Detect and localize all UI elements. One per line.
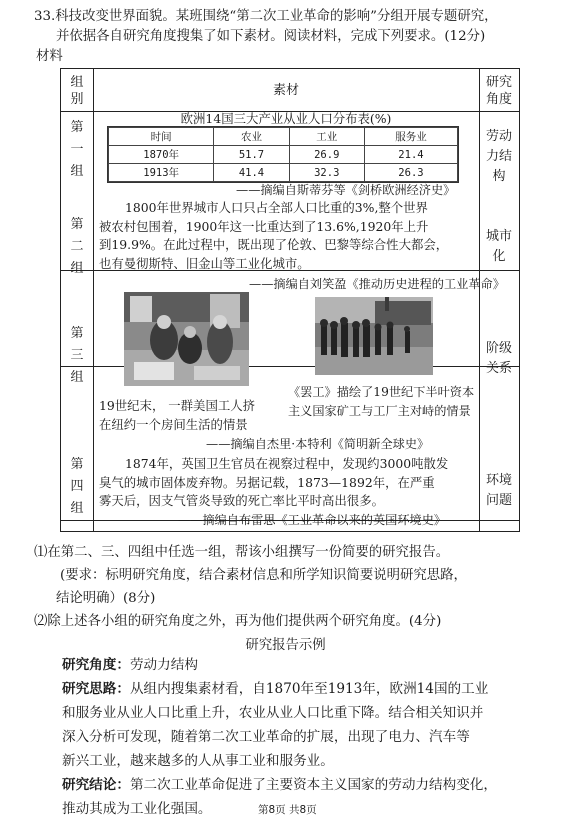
report-angle: 研究角度：劳动力结构 bbox=[62, 657, 198, 673]
report-conclusion: 研究结论：第二次工业革命促进了主要资本主义国家的劳动力结构变化， 推动其成为工业化强国。 bbox=[62, 777, 497, 817]
group-2-label: 第 二 组 bbox=[70, 217, 84, 276]
group-4-text: 1874年，英国卫生官员在视察过程中，发现约3000吨散发 臭气的城市固体废弃物。另据记载，1873—1892年，在严重 雾天后，因支气管炎导致的死亡率比平时高出很多。 bbox=[99, 456, 449, 509]
group-1-label: 第 一 组 bbox=[70, 120, 84, 179]
group-2-text: 1800年世界城市人口只占全部人口比重的3%,整个世界 被农村包围着，1900年这一比重达到了13.6%,1920年上升 到19.9%。在此过程中，既出现了伦敦、巴黎等综合性大都会， 也有曼彻斯特、旧金山等工业化城市。 bbox=[99, 200, 449, 271]
employment-distribution-table bbox=[107, 126, 459, 183]
photo-right-caption: 《罢工》描绘了19世纪下半叶资本 主义国家矿工与工厂主对峙的情景 bbox=[288, 385, 475, 418]
material-label: 材料 bbox=[36, 49, 63, 64]
photo-left-caption: 19世纪末， 一群美国工人挤 在纽约一个房间生活的情景 bbox=[99, 398, 256, 432]
task-1: ⑴在第二、三、四组中任选一组，帮该小组撰写一份简要的研究报告。 bbox=[34, 545, 450, 560]
col-agriculture: 农业 bbox=[214, 128, 289, 146]
header-angle: 研究 角度 bbox=[485, 75, 512, 107]
group-2-angle: 城市 化 bbox=[485, 229, 512, 264]
group-4-source: ——摘编自布雷思《工业革命以来的英国环境史》 bbox=[178, 513, 447, 527]
materials-table bbox=[60, 68, 520, 532]
task-2: ⑵除上述各小组的研究角度之外，再为他们提供两个研究角度。(4分) bbox=[34, 614, 442, 629]
question-intro-line2: 并依据各自研究角度搜集了如下素材。阅读材料，完成下列要求。(12分) bbox=[56, 29, 486, 44]
group-1-source: ——摘编自斯蒂芬等《剑桥欧洲经济史》 bbox=[236, 183, 456, 197]
group-3-source: ——摘编自杰里·本特利《简明新全球史》 bbox=[206, 437, 430, 451]
table-row: 1870年 51.7 26.9 21.4 bbox=[109, 146, 458, 164]
header-material: 素材 bbox=[272, 83, 299, 98]
report-idea: 研究思路：从组内搜集素材看，自1870年至1913年，欧洲14国的工业 和服务业从业人口比重上升，农业从业人口比重下降。结合相关知识并 深入分析可发现，随着第二次工业革命的扩展，出现了电力、汽车等 新兴工业，越来越多的人从事工业和服务业。 bbox=[62, 681, 489, 769]
group-4-label: 第 四 组 bbox=[70, 457, 84, 516]
col-service: 服务业 bbox=[364, 128, 457, 146]
photo-strike-painting bbox=[315, 297, 433, 375]
question-intro-line1: 33.科技改变世界面貌。某班围绕“第二次工业革命的影响”分组开展专题研究， bbox=[34, 9, 498, 24]
group-3-angle: 阶级 关系 bbox=[485, 341, 512, 376]
header-group: 组 别 bbox=[70, 75, 84, 107]
col-time: 时间 bbox=[109, 128, 214, 146]
photo-tenement-room bbox=[124, 292, 249, 386]
group-1-table-title: 欧洲14国三大产业从业人口分布表(%) bbox=[180, 111, 392, 126]
task-1-requirement: (要求：标明研究角度，结合素材信息和所学知识简要说明研究思路， bbox=[60, 568, 467, 583]
col-industry: 工业 bbox=[289, 128, 364, 146]
group-3-label: 第 三 组 bbox=[70, 326, 84, 385]
page-number: 第8页 共8页 bbox=[258, 804, 317, 816]
table-row: 1913年 41.4 32.3 26.3 bbox=[109, 164, 458, 182]
task-1-score: 结论明确）(8分) bbox=[56, 591, 156, 606]
group-4-angle: 环境 问题 bbox=[485, 473, 512, 508]
group-2-source: ——摘编自刘笑盈《推动历史进程的工业革命》 bbox=[249, 277, 505, 291]
group-1-angle: 劳动 力结 构 bbox=[485, 129, 512, 184]
report-title: 研究报告示例 bbox=[245, 638, 326, 653]
